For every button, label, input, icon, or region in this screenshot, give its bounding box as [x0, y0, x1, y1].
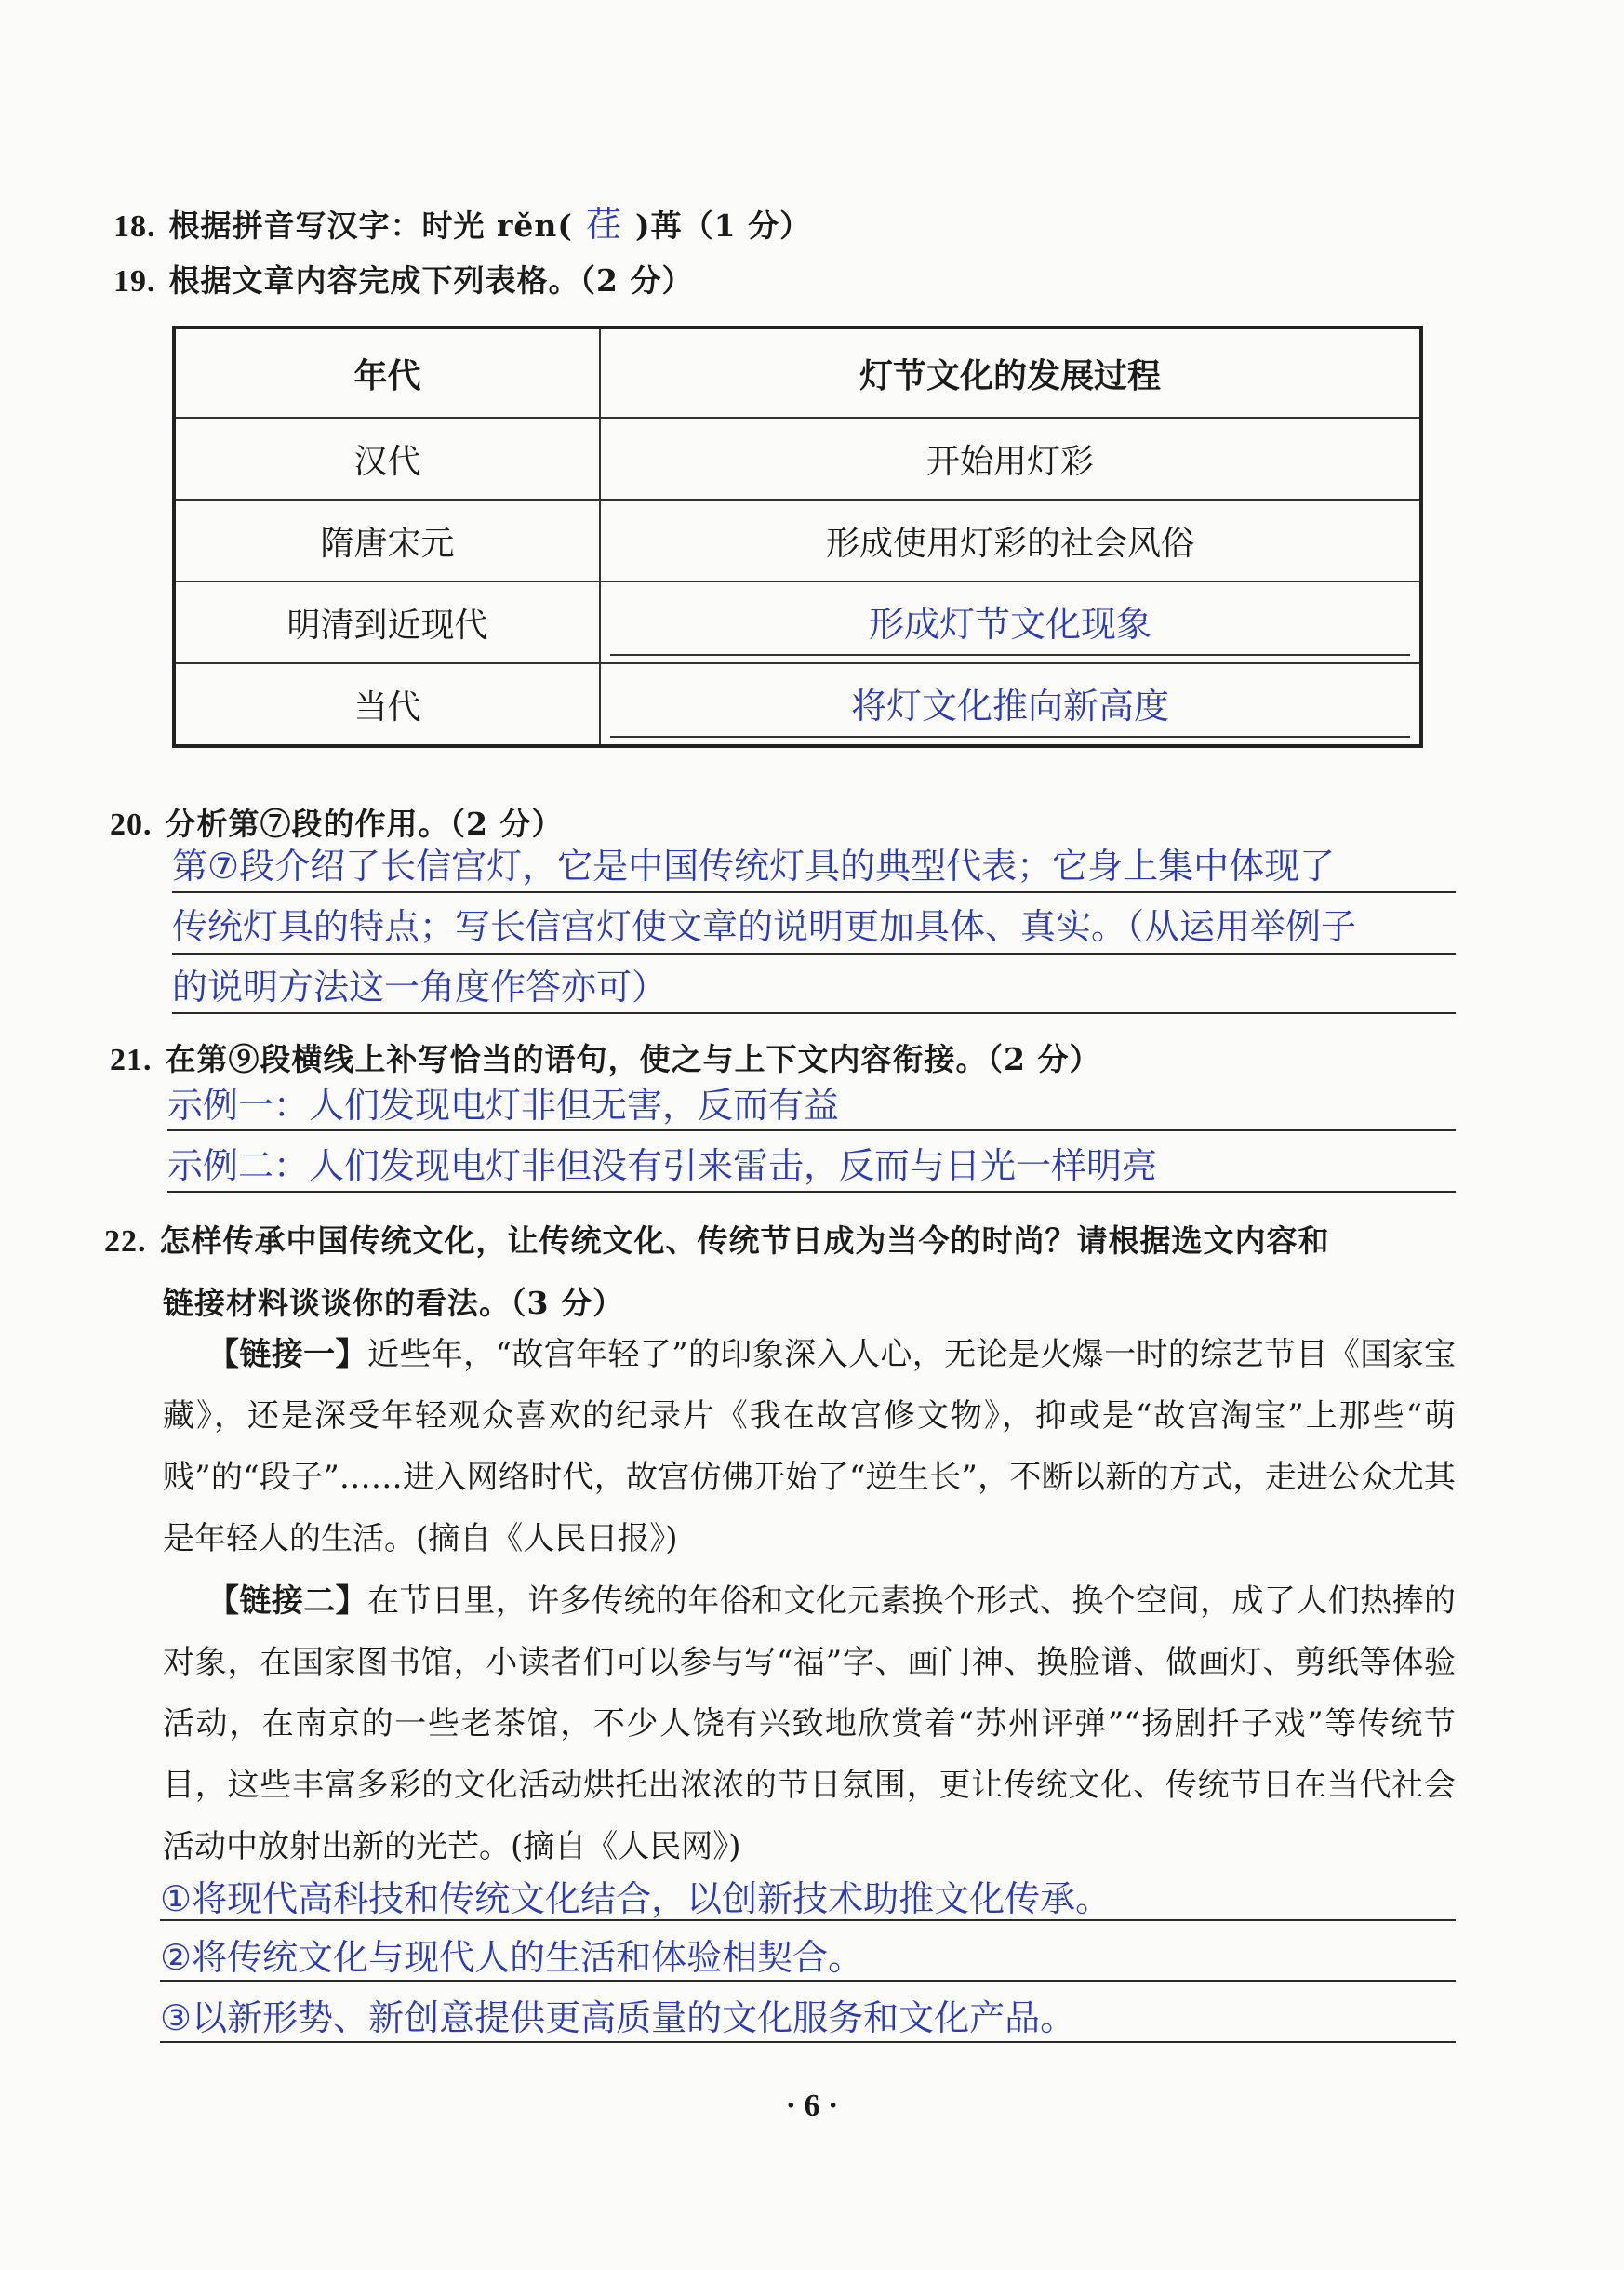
table-row	[174, 500, 1421, 581]
culture-table	[172, 326, 1423, 748]
answer-rule	[167, 1129, 1456, 1131]
question-20-prompt: 分析第⑦段的作用。（2 分）	[165, 806, 564, 842]
table-cell-era: 明清到近现代	[174, 581, 600, 663]
question-21-answer-line: 示例二：人们发现电灯非但没有引来雷击，反而与日光一样明亮	[167, 1145, 1158, 1186]
question-18-prompt: 根据拼音写汉字：时光 rěn(	[168, 207, 573, 244]
table-cell-era: 当代	[174, 663, 600, 746]
link-one-label: 【链接一】	[207, 1336, 367, 1373]
page-number: · 6 ·	[785, 2089, 839, 2123]
question-21-answer-line: 示例一：人们发现电灯非但无害，反而有益	[167, 1085, 840, 1126]
question-19	[113, 257, 693, 300]
question-22-prompt-2: 链接材料谈谈你的看法。（3 分）	[163, 1285, 624, 1321]
question-22-answer-line: ①将现代高科技和传统文化结合，以创新技术助推文化传承。	[160, 1878, 1112, 1919]
question-21-number: 21.	[110, 1043, 153, 1077]
answer-rule	[160, 1919, 1456, 1921]
link-two-paragraph	[163, 1570, 1456, 1877]
answer-rule	[172, 953, 1456, 955]
table-row	[174, 663, 1421, 746]
question-18-answer: 荏	[585, 204, 622, 245]
table-cell-era: 隋唐宋元	[174, 500, 600, 581]
question-18-number: 18.	[113, 209, 156, 244]
table-header-era: 年代	[174, 327, 600, 418]
question-22	[104, 1217, 1330, 1261]
answer-rule	[172, 891, 1456, 893]
question-18-suffix: )苒（1 分）	[635, 207, 812, 244]
table-answer-text: 将灯文化推向新高度	[610, 677, 1410, 738]
question-21	[110, 1035, 1100, 1079]
answer-rule	[167, 1191, 1456, 1193]
link-two-text: 在节日里，许多传统的年俗和文化元素换个形式、换个空间，成了人们热捧的对象，在国家图书馆，小读者们可以参与写“福”字、画门神、换脸谱、做画灯、剪纸等体验活动，在南京的一些老茶馆，不少人饶有兴致地欣赏着“苏州评弹”“扬剧扦子戏”等传统节目，这些丰富多彩的文化活动烘托出浓浓的节日氛围，更让传统文化、传统节日在当代社会活动中放射出新的光芒。(摘自《人民网》)	[163, 1582, 1457, 1865]
question-20-answer-line: 传统灯具的特点；写长信宫灯使文章的说明更加具体、真实。（从运用举例子	[172, 906, 1357, 947]
table-row	[174, 581, 1421, 663]
question-22-prompt-line-2	[163, 1279, 624, 1323]
table-cell-process-answer	[600, 581, 1421, 663]
question-22-answer-line: ③以新形势、新创意提供更高质量的文化服务和文化产品。	[160, 1997, 1076, 2038]
question-19-number: 19.	[113, 264, 156, 299]
table-cell-process-answer	[600, 663, 1421, 746]
answer-rule	[160, 1980, 1456, 1982]
link-one-paragraph	[163, 1324, 1456, 1569]
table-cell-process: 开始用灯彩	[600, 418, 1421, 500]
question-20-answer-line: 第⑦段介绍了长信宫灯，它是中国传统灯具的典型代表；它身上集中体现了	[172, 846, 1336, 887]
link-two-label: 【链接二】	[207, 1582, 368, 1620]
question-22-answer-line: ②将传统文化与现代人的生活和体验相契合。	[160, 1937, 864, 1978]
answer-rule	[160, 2041, 1456, 2043]
link-one-text: 近些年，“故宫年轻了”的印象深入人心，无论是火爆一时的综艺节目《国家宝藏》，还是深受年轻观众喜欢的纪录片《我在故宫修文物》，抑或是“故宫淘宝”上那些“萌贱”的“段子”……进入网络时代，故宫仿佛开始了“逆生长”，不断以新的方式，走进公众尤其是年轻人的生活。(摘自《人民日报》)	[163, 1336, 1456, 1557]
question-21-prompt: 在第⑨段横线上补写恰当的语句，使之与上下文内容衔接。（2 分）	[165, 1041, 1101, 1077]
question-20-number: 20.	[110, 808, 153, 842]
table-row	[174, 418, 1421, 500]
question-19-prompt: 根据文章内容完成下列表格。（2 分）	[168, 262, 694, 299]
table-cell-era: 汉代	[174, 418, 600, 500]
table-header-row	[174, 327, 1421, 418]
question-18	[113, 195, 811, 247]
question-22-number: 22.	[104, 1224, 147, 1259]
table-cell-process: 形成使用灯彩的社会风俗	[600, 500, 1421, 581]
question-22-prompt-1: 怎样传承中国传统文化，让传统文化、传统节日成为当今的时尚？请根据选文内容和	[159, 1222, 1330, 1259]
table-answer-text: 形成灯节文化现象	[610, 595, 1410, 656]
table-header-process: 灯节文化的发展过程	[600, 327, 1421, 418]
question-20-answer-line: 的说明方法这一角度作答亦可）	[172, 967, 668, 1008]
answer-rule	[172, 1012, 1456, 1014]
